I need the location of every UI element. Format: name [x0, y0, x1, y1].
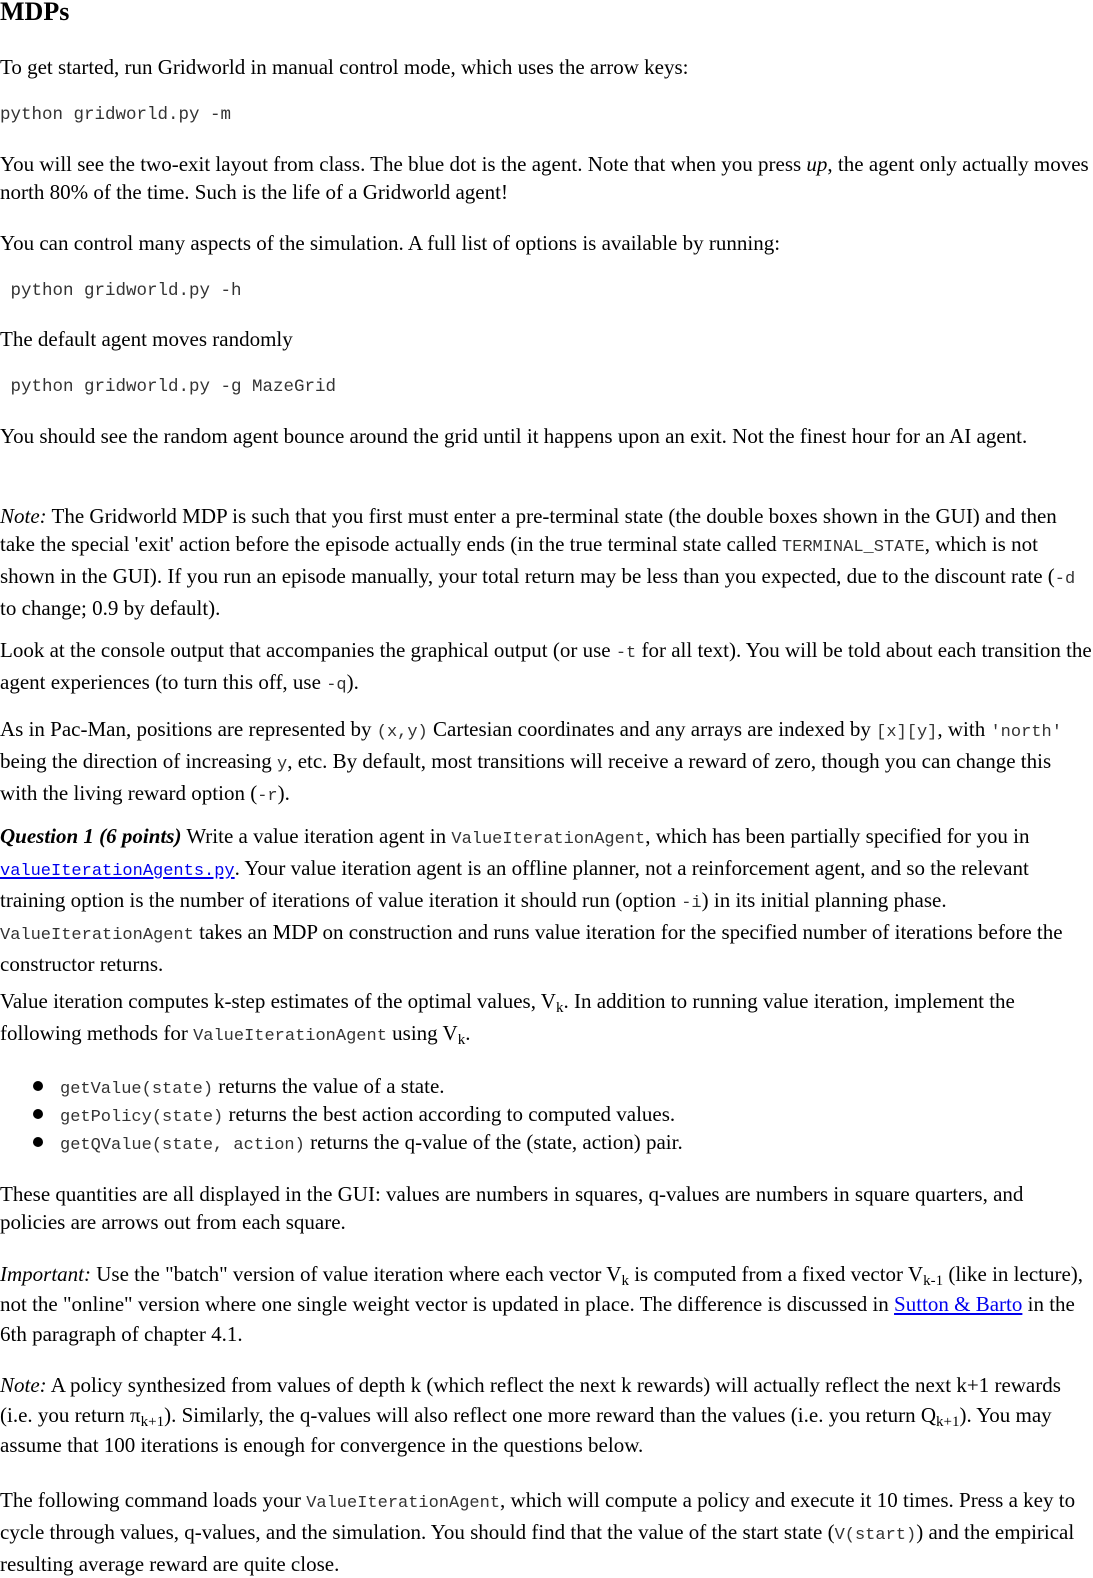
bullet-icon — [33, 1109, 43, 1119]
console-output-paragraph: Look at the console output that accompanies the graphical output (or use -t for all text). You will be told about each transition the agent experiences (to turn this off, use -q). — [0, 638, 1092, 695]
north-code: 'north' — [990, 723, 1062, 742]
important-label: Important: — [0, 1262, 91, 1286]
intro-paragraph: To get started, run Gridworld in manual control mode, which uses the arrow keys: — [0, 55, 689, 79]
control-paragraph: You can control many aspects of the simulation. A full list of options is available by running: — [0, 231, 781, 255]
value-iteration-agent-code-3: ValueIterationAgent — [193, 1027, 387, 1046]
value-iteration-agent-code-2: ValueIterationAgent — [0, 926, 194, 945]
discount-flag-code: -d — [1054, 570, 1076, 589]
note-policy-paragraph: Note: A policy synthesized from values of depth k (which reflect the next k rewards) will actually reflect the next k+1 rewards (i.e. you return $\pi_{k+1}$). Similarly, the q-values will also reflect one more reward than the values (i.e. you return $Q_{k+1}$). You may assume that 100 iterations is enough for convergence in the questions below. — [0, 1373, 1061, 1457]
v-start-code: V(start) — [834, 1526, 917, 1545]
page-title: MDPs — [0, 0, 70, 26]
command-help: python gridworld.py -h — [0, 281, 242, 301]
xy-code: (x,y) — [376, 723, 428, 742]
coordinates-paragraph: As in Pac-Man, positions are represented by (x,y) Cartesian coordinates and any arrays are indexed by [x][y], with 'north' being the direction of increasing y, etc. By default, most transitions will receive a reward of zero, though you can change this with the living reward option (-r). — [0, 717, 1062, 806]
emphasis-up: up — [806, 152, 828, 176]
living-reward-flag-code: -r — [257, 787, 278, 806]
list-item-get-policy: getPolicy(state) returns the best action according to computed values. — [0, 1100, 683, 1128]
value-iteration-paragraph: Value iteration computes k-step estimates of the optimal values, $V_k$. In addition to running value iteration, implement the following methods for ValueIterationAgent using $V_k$. — [0, 989, 1015, 1048]
sutton-barto-link[interactable]: Sutton & Barto — [894, 1292, 1023, 1316]
list-item-get-value: getValue(state) returns the value of a state. — [0, 1072, 683, 1100]
text-flag-code: -t — [615, 644, 637, 663]
note-label-2: Note: — [0, 1373, 47, 1397]
default-agent-paragraph: The default agent moves randomly — [0, 327, 293, 351]
random-agent-paragraph: You should see the random agent bounce around the grid until it happens upon an exit. Not the finest hour for an AI agent. — [0, 424, 1028, 448]
value-iteration-agents-link[interactable]: valueIterationAgents.py — [0, 862, 235, 881]
y-code: y — [277, 755, 288, 774]
note-terminal-paragraph: Note: The Gridworld MDP is such that you first must enter a pre-terminal state (the double boxes shown in the GUI) and then take the special 'exit' action before the episode actually ends (in the true terminal state called TERMINAL_STATE, which is not shown in the GUI). If you run an episode manually, your total return may be less than you expected, due to the discount rate (-d to change; 0.9 by default). — [0, 504, 1076, 620]
iterations-flag-code: -i — [681, 894, 702, 913]
note-label: Note: — [0, 504, 47, 528]
bullet-icon — [33, 1137, 43, 1147]
bullet-icon — [33, 1081, 43, 1091]
value-iteration-agent-code: ValueIterationAgent — [451, 830, 646, 849]
array-index-code: [x][y] — [876, 723, 938, 742]
list-item-get-q-value: getQValue(state, action) returns the q-value of the (state, action) pair. — [0, 1128, 683, 1156]
question-1-paragraph: Question 1 (6 points) Write a value iteration agent in ValueIterationAgent, which has been partially specified for you in valueIterationAgents.py. Your value iteration agent is an offline planner, not a reinforcement agent, and so the relevant training option is the number of iterations of value iteration it should run (option -i) in its initial planning phase. ValueIterationAgent takes an MDP on construction and runs value iteration for the specified number of iterations before the constructor returns. — [0, 824, 1063, 976]
methods-list — [0, 1072, 683, 1156]
two-exit-paragraph: You will see the two-exit layout from class. The blue dot is the agent. Note that when you press up, the agent only actually moves north 80% of the time. Such is the life of a Gridworld agent! — [0, 152, 1089, 204]
command-manual: python gridworld.py -m — [0, 105, 232, 125]
question-1-label: Question 1 (6 points) — [0, 824, 182, 848]
gui-quantities-paragraph: These quantities are all displayed in the GUI: values are numbers in squares, q-values are numbers in square quarters, and policies are arrows out from each square. — [0, 1182, 1024, 1234]
command-mazegrid: python gridworld.py -g MazeGrid — [0, 377, 337, 397]
important-paragraph: Important: Use the "batch" version of value iteration where each vector $V_k$ is computed from a fixed vector $V_{k-1}$ (like in lecture), not the "online" version where one single weight vector is updated in place. The difference is discussed in Sutton & Barto in the 6th paragraph of chapter 4.1. — [0, 1262, 1084, 1346]
terminal-state-code: TERMINAL_STATE — [781, 538, 925, 557]
quiet-flag-code: -q — [326, 676, 347, 695]
value-iteration-agent-code-4: ValueIterationAgent — [306, 1494, 501, 1513]
final-command-paragraph: The following command loads your ValueIterationAgent, which will compute a policy and execute it 10 times. Press a key to cycle through values, q-values, and the simulation. You should find that the value of the start state (V(start)) and the empirical resulting average reward are quite close. — [0, 1488, 1076, 1576]
